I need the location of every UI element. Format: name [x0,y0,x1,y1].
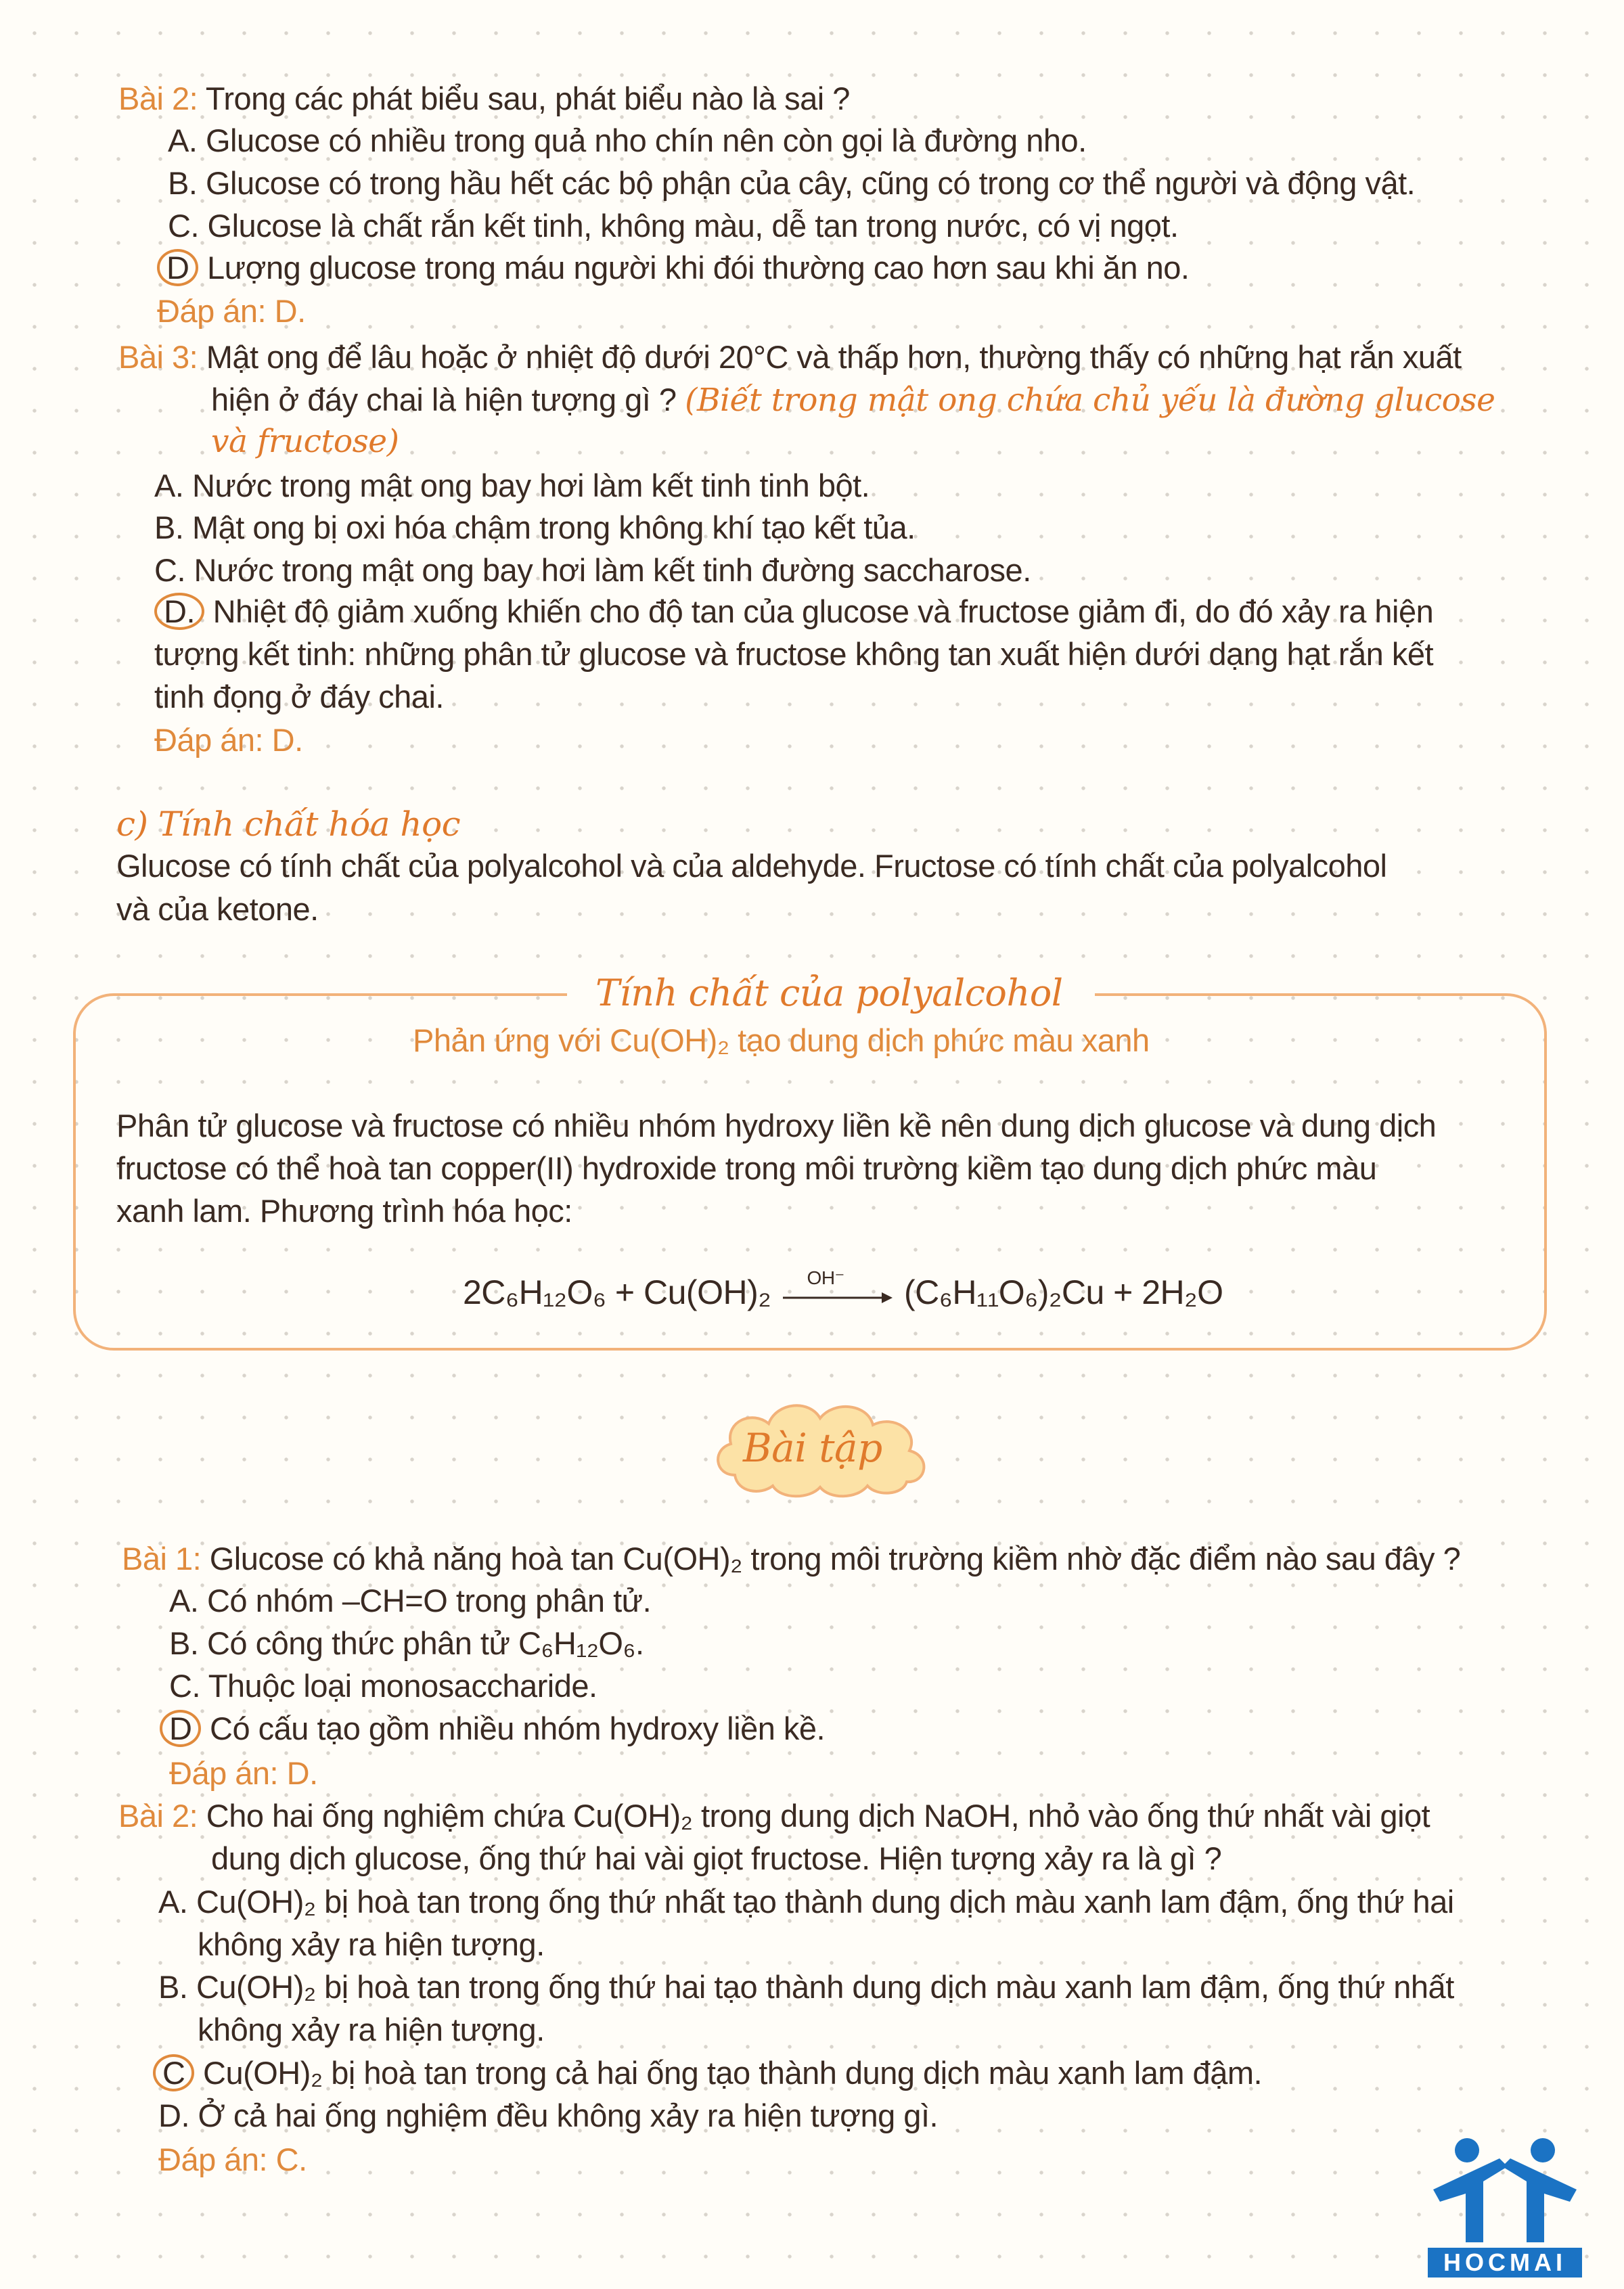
bai2b-option-b2: không xảy ra hiện tượng. [198,2012,545,2047]
bai1-option-d-line [160,1710,825,1748]
box-line1: Phân tử glucose và fructose có nhiều nhóm hydroxy liền kề nên dung dịch glucose và dung dịch [116,1108,1437,1143]
bai3-question-line1 [118,338,1462,376]
bai2a-option-a: A. Glucose có nhiều trong quả nho chín nên còn gọi là đường nho. [168,122,1087,158]
bai3-option-a: A. Nước trong mật ong bay hơi làm kết tinh tinh bột. [154,468,870,503]
bai1-question-line [122,1540,1460,1578]
bai2b-question1: Cho hai ống nghiệm chứa Cu(OH)₂ trong dung dịch NaOH, nhỏ vào ống thứ nhất vài giọt [206,1798,1430,1834]
bai3-question2b: (Biết trong mật ong chứa chủ yếu là đường glucose [685,382,1495,419]
bai2a-option-d: Lượng glucose trong máu người khi đói thường cao hơn sau khi ăn no. [207,250,1190,286]
bai1-option-d: Có cấu tạo gồm nhiều nhóm hydroxy liền kề. [210,1710,826,1746]
box-subtitle: Phản ứng với Cu(OH)₂ tạo dung dịch phức màu xanh [413,1022,1150,1058]
bai1-option-b: B. Có công thức phân tử C₆H₁₂O₆. [169,1625,644,1661]
bai2a-question: Trong các phát biểu sau, phát biểu nào là sai ? [205,81,850,116]
equation-left: 2C₆H₁₂O₆ + Cu(OH)₂ [463,1273,771,1311]
bai2a-option-d-line [157,249,1189,287]
chemical-equation [463,1267,1223,1313]
bai1-question: Glucose có khả năng hoà tan Cu(OH)₂ trong môi trường kiềm nhờ đặc điểm nào sau đây ? [209,1541,1461,1577]
catalyst-label: OH⁻ [807,1267,844,1288]
bai1-circled-answer: D [160,1710,201,1747]
bai3-option-d-line3: tinh đọng ở đáy chai. [154,679,444,715]
box-line2: fructose có thể hoà tan copper(II) hydroxide trong môi trường kiềm tạo dung dịch phức màu [116,1150,1377,1186]
bai2b-option-a2: không xảy ra hiện tượng. [198,1926,545,1962]
bai2a-question-line [118,80,850,118]
bai3-option-c: C. Nước trong mật ong bay hơi làm kết tinh đường saccharose. [154,552,1031,588]
box-title: Tính chất của polyalcohol [595,972,1063,1014]
hocmai-logo [1424,2131,1586,2280]
reaction-arrow [780,1267,895,1309]
bai1-answer: Đáp án: D. [169,1755,318,1791]
section-c-text1: Glucose có tính chất của polyalcohol và của aldehyde. Fructose có tính chất của polyalcohol [116,848,1387,884]
bai1-option-c: C. Thuộc loại monosaccharide. [169,1668,597,1704]
bai2b-answer: Đáp án: C. [158,2141,307,2177]
exercise-badge: Bài tập [743,1425,882,1471]
bai2b-option-b1: B. Cu(OH)₂ bị hoà tan trong ống thứ hai tạo thành dung dịch màu xanh lam đậm, ống thứ nhất [158,1969,1454,2005]
section-c-text2: và của ketone. [116,891,319,927]
bai2a-label: Bài 2: [118,81,198,116]
hocmai-people-icon [1424,2131,1586,2246]
bai2b-option-a1: A. Cu(OH)₂ bị hoà tan trong ống thứ nhất tạo thành dung dịch màu xanh lam đậm, ống thứ hai [158,1884,1454,1920]
bai3-question-line3: và fructose) [211,423,399,460]
logo-text: HOCMAI [1428,2248,1582,2277]
bai3-question2a: hiện ở đáy chai là hiện tượng gì ? [211,382,677,417]
bai3-question1: Mật ong để lâu hoặc ở nhiệt độ dưới 20°C và thấp hơn, thường thấy có những hạt rắn xuất [206,339,1462,375]
bai1-option-a: A. Có nhóm –CH=O trong phân tử. [169,1583,652,1618]
bai3-circled-answer: D. [154,593,204,630]
bai2b-option-d: D. Ở cả hai ống nghiệm đều không xảy ra hiện tượng gì. [158,2098,939,2133]
bai2b-label: Bài 2: [118,1798,198,1834]
bai3-label: Bài 3: [118,339,198,375]
bai2b-circled-answer: C [153,2054,194,2091]
section-c-heading: c) Tính chất hóa học [116,804,461,844]
bai3-option-d-line1 [154,593,1433,631]
bai2b-option-c-line [153,2054,1262,2092]
bai3-option-d1: Nhiệt độ giảm xuống khiến cho độ tan của glucose và fructose giảm đi, do đó xảy ra hiện [212,593,1434,629]
bai2a-circled-answer: D [157,249,198,286]
arrow-icon [780,1284,895,1311]
bai2b-option-c: Cu(OH)₂ bị hoà tan trong cả hai ống tạo thành dung dịch màu xanh lam đậm. [203,2055,1263,2091]
bai2a-answer: Đáp án: D. [157,293,306,329]
bai3-option-d-line2: tượng kết tinh: những phân tử glucose và fructose không tan xuất hiện dưới dạng hạt rắn kết [154,636,1434,672]
box-line3: xanh lam. Phương trình hóa học: [116,1193,572,1229]
bai3-question-line2 [211,381,1495,420]
bai2a-option-b: B. Glucose có trong hầu hết các bộ phận của cây, cũng có trong cơ thể người và động vật. [168,165,1416,201]
bai2b-question-line1 [118,1797,1430,1835]
bai1-label: Bài 1: [122,1541,202,1577]
bai3-answer: Đáp án: D. [154,722,303,758]
bai2b-question-line2: dung dịch glucose, ống thứ hai vài giọt fructose. Hiện tượng xảy ra là gì ? [211,1840,1222,1876]
equation-right: (C₆H₁₁O₆)₂Cu + 2H₂O [903,1273,1223,1311]
bai3-option-b: B. Mật ong bị oxi hóa chậm trong không khí tạo kết tủa. [154,509,916,545]
bai2a-option-c: C. Glucose là chất rắn kết tinh, không màu, dễ tan trong nước, có vị ngọt. [168,208,1179,244]
